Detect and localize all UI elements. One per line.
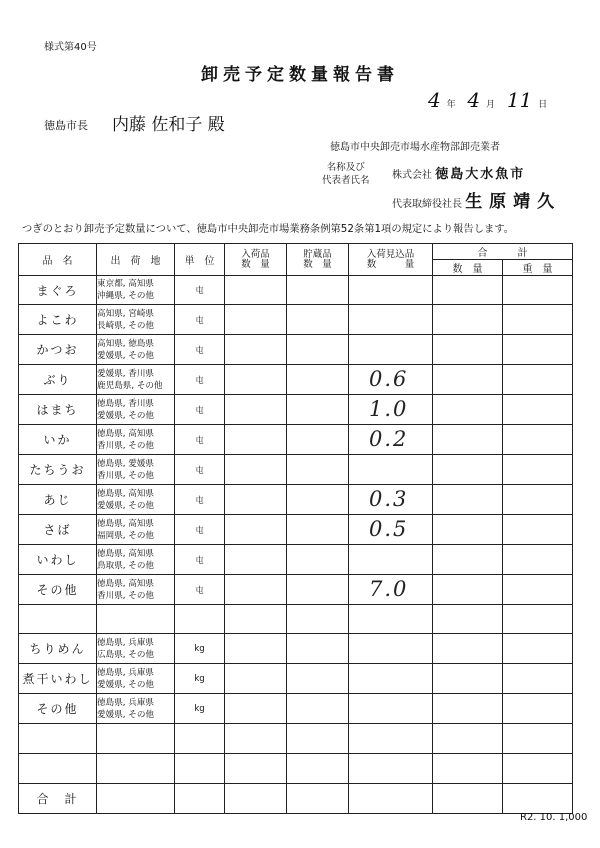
stored-qty-cell[interactable] xyxy=(287,515,349,545)
unit-cell: kg xyxy=(175,634,225,664)
arrival-qty-cell[interactable] xyxy=(225,425,287,455)
total-weight-cell[interactable] xyxy=(503,335,573,365)
sender-label xyxy=(322,161,370,187)
table-row xyxy=(19,335,573,365)
unit-cell: 屯 xyxy=(175,455,225,485)
total-weight-cell[interactable] xyxy=(503,305,573,335)
header-total-weight: 重 量 xyxy=(503,260,573,276)
stored-qty-cell[interactable] xyxy=(287,694,349,724)
origin-cell xyxy=(97,605,175,634)
item-name: いか xyxy=(19,425,97,455)
expected-qty-cell[interactable] xyxy=(349,754,433,784)
origin-cell xyxy=(97,425,175,455)
total-qty-cell[interactable] xyxy=(433,664,503,694)
item-name: ちりめん xyxy=(19,634,97,664)
table-row xyxy=(19,545,573,575)
table-row xyxy=(19,365,573,395)
total-weight-cell[interactable] xyxy=(503,276,573,305)
total-weight-cell[interactable] xyxy=(503,545,573,575)
total-weight-cell[interactable] xyxy=(503,515,573,545)
expected-qty-cell[interactable] xyxy=(349,575,433,605)
date-day: 11 xyxy=(506,88,533,112)
total-weight-cell[interactable] xyxy=(503,754,573,784)
total-weight-cell[interactable] xyxy=(503,365,573,395)
header-origin: 出 荷 地 xyxy=(97,244,175,276)
origin-line: 香川県, その他 xyxy=(97,590,155,601)
expected-qty-value: 7.0 xyxy=(369,577,409,601)
origin-line: 高知県, 徳島県 xyxy=(97,338,155,349)
origin-cell xyxy=(97,365,175,395)
origin-line: 愛媛県, その他 xyxy=(97,350,155,361)
sender-label-line2: 代表者氏名 xyxy=(322,175,370,186)
table-row xyxy=(19,395,573,425)
origin-line: 徳島県, 高知県 xyxy=(97,548,155,559)
header-unit: 単 位 xyxy=(175,244,225,276)
header-total: 合 計 xyxy=(433,244,573,260)
expected-qty-cell[interactable] xyxy=(349,545,433,575)
stored-qty-cell[interactable] xyxy=(287,724,349,754)
arrival-qty-cell[interactable] xyxy=(225,724,287,754)
total-weight-cell[interactable] xyxy=(503,485,573,515)
total-weight-cell[interactable] xyxy=(503,425,573,455)
origin-cell xyxy=(97,784,175,814)
table-row xyxy=(19,694,573,724)
unit-cell xyxy=(175,784,225,814)
item-name: その他 xyxy=(19,575,97,605)
origin-line: 徳島県, 高知県 xyxy=(97,518,155,529)
total-qty-cell[interactable] xyxy=(433,784,503,814)
expected-qty-cell[interactable] xyxy=(349,395,433,425)
item-name: まぐろ xyxy=(19,276,97,305)
origin-cell xyxy=(97,276,175,305)
expected-qty-cell[interactable] xyxy=(349,276,433,305)
table-row xyxy=(19,784,573,814)
origin-line: 長崎県, その他 xyxy=(97,320,155,331)
document-title: 卸売予定数量報告書 xyxy=(201,65,399,85)
arrival-qty-cell[interactable] xyxy=(225,754,287,784)
expected-qty-cell[interactable] xyxy=(349,485,433,515)
arrival-qty-cell[interactable] xyxy=(225,545,287,575)
origin-line: 徳島県, 香川県 xyxy=(97,398,155,409)
expected-qty-cell[interactable] xyxy=(349,634,433,664)
total-weight-cell[interactable] xyxy=(503,664,573,694)
stored-qty-cell[interactable] xyxy=(287,575,349,605)
table-row xyxy=(19,305,573,335)
expected-qty-cell[interactable] xyxy=(349,365,433,395)
header-item: 品 名 xyxy=(19,244,97,276)
origin-line: 愛媛県, その他 xyxy=(97,410,155,421)
sender-company xyxy=(392,163,525,182)
total-qty-cell[interactable] xyxy=(433,305,503,335)
total-qty-cell[interactable] xyxy=(433,455,503,485)
arrival-qty-cell[interactable] xyxy=(225,276,287,305)
unit-cell: 屯 xyxy=(175,515,225,545)
table-row xyxy=(19,485,573,515)
item-name: よこわ xyxy=(19,305,97,335)
item-name: 合 計 xyxy=(19,784,97,814)
intro-text: つぎのとおり卸売予定数量について、徳島市中央卸売市場業務条例第52条第1項の規定により報告します。 xyxy=(22,223,515,235)
header-expected xyxy=(349,244,433,276)
origin-cell xyxy=(97,754,175,784)
rep-name: 生原靖久 xyxy=(465,192,562,212)
expected-qty-value: 1.0 xyxy=(369,397,409,421)
origin-line: 愛媛県, その他 xyxy=(97,500,155,511)
sender-representative xyxy=(392,187,561,212)
header-arrival-line2: 数 量 xyxy=(241,258,270,270)
addressee-name: 内藤 佐和子 殿 xyxy=(112,115,225,135)
origin-line: 香川県, その他 xyxy=(97,470,155,481)
expected-qty-cell[interactable] xyxy=(349,724,433,754)
expected-qty-value: 0.6 xyxy=(369,367,409,391)
sender-address: 徳島市中央卸売市場水産物部卸売業者 xyxy=(330,142,500,153)
stored-qty-cell[interactable] xyxy=(287,395,349,425)
item-name xyxy=(19,605,97,634)
origin-line: 香川県, その他 xyxy=(97,440,155,451)
total-qty-cell[interactable] xyxy=(433,575,503,605)
stored-qty-cell[interactable] xyxy=(287,545,349,575)
origin-line: 福岡県, その他 xyxy=(97,530,155,541)
arrival-qty-cell[interactable] xyxy=(225,365,287,395)
origin-line: 徳島県, 愛媛県 xyxy=(97,458,155,469)
date-year-unit: 年 xyxy=(446,100,456,110)
company-type: 株式会社 xyxy=(392,170,432,181)
total-weight-cell[interactable] xyxy=(503,575,573,605)
table-row xyxy=(19,754,573,784)
unit-cell: 屯 xyxy=(175,545,225,575)
unit-cell: 屯 xyxy=(175,365,225,395)
report-date xyxy=(428,88,555,112)
arrival-qty-cell[interactable] xyxy=(225,515,287,545)
origin-cell xyxy=(97,575,175,605)
arrival-qty-cell[interactable] xyxy=(225,605,287,634)
origin-cell xyxy=(97,515,175,545)
header-stored xyxy=(287,244,349,276)
item-name: さば xyxy=(19,515,97,545)
origin-line: 徳島県, 高知県 xyxy=(97,578,155,589)
stored-qty-cell[interactable] xyxy=(287,485,349,515)
total-qty-cell[interactable] xyxy=(433,634,503,664)
origin-line: 徳島県, 兵庫県 xyxy=(97,667,155,678)
unit-cell: 屯 xyxy=(175,575,225,605)
expected-qty-cell[interactable] xyxy=(349,455,433,485)
origin-cell xyxy=(97,485,175,515)
stored-qty-cell[interactable] xyxy=(287,605,349,634)
origin-cell xyxy=(97,305,175,335)
total-qty-cell[interactable] xyxy=(433,485,503,515)
stored-qty-cell[interactable] xyxy=(287,365,349,395)
expected-qty-cell[interactable] xyxy=(349,605,433,634)
item-name: 煮干いわし xyxy=(19,664,97,694)
arrival-qty-cell[interactable] xyxy=(225,784,287,814)
total-weight-cell[interactable] xyxy=(503,455,573,485)
item-name: その他 xyxy=(19,694,97,724)
total-qty-cell[interactable] xyxy=(433,515,503,545)
arrival-qty-cell[interactable] xyxy=(225,694,287,724)
item-name: いわし xyxy=(19,545,97,575)
origin-line: 徳島県, 兵庫県 xyxy=(97,697,155,708)
table-row xyxy=(19,605,573,634)
table-row xyxy=(19,276,573,305)
origin-line: 高知県, 宮崎県 xyxy=(97,308,155,319)
header-expected-line2: 数 量 xyxy=(366,258,415,270)
header-arrival xyxy=(225,244,287,276)
total-weight-cell[interactable] xyxy=(503,395,573,425)
origin-line: 徳島県, 高知県 xyxy=(97,428,155,439)
unit-cell: 屯 xyxy=(175,305,225,335)
stored-qty-cell[interactable] xyxy=(287,455,349,485)
origin-cell xyxy=(97,724,175,754)
item-name: はまち xyxy=(19,395,97,425)
expected-qty-cell[interactable] xyxy=(349,664,433,694)
footer-print-code: R2. 10. 1,000 xyxy=(520,812,588,823)
origin-cell xyxy=(97,335,175,365)
total-qty-cell[interactable] xyxy=(433,724,503,754)
total-weight-cell[interactable] xyxy=(503,724,573,754)
origin-line: 愛媛県, その他 xyxy=(97,709,155,720)
table-row xyxy=(19,575,573,605)
origin-cell xyxy=(97,545,175,575)
table-row xyxy=(19,634,573,664)
expected-qty-cell[interactable] xyxy=(349,515,433,545)
total-weight-cell[interactable] xyxy=(503,634,573,664)
unit-cell xyxy=(175,754,225,784)
date-month: 4 xyxy=(467,88,481,112)
unit-cell: kg xyxy=(175,664,225,694)
arrival-qty-cell[interactable] xyxy=(225,395,287,425)
report-table xyxy=(18,243,573,814)
unit-cell: 屯 xyxy=(175,425,225,455)
total-qty-cell[interactable] xyxy=(433,694,503,724)
unit-cell xyxy=(175,605,225,634)
arrival-qty-cell[interactable] xyxy=(225,634,287,664)
unit-cell: kg xyxy=(175,694,225,724)
origin-line: 愛媛県, その他 xyxy=(97,679,155,690)
expected-qty-value: 0.5 xyxy=(369,517,409,541)
table-row xyxy=(19,455,573,485)
total-weight-cell[interactable] xyxy=(503,784,573,814)
table-row xyxy=(19,664,573,694)
stored-qty-cell[interactable] xyxy=(287,784,349,814)
origin-cell xyxy=(97,664,175,694)
date-year: 4 xyxy=(428,88,441,112)
header-arrival-line1: 入荷品 xyxy=(241,248,270,260)
arrival-qty-cell[interactable] xyxy=(225,305,287,335)
origin-line: 徳島県, 兵庫県 xyxy=(97,637,155,648)
total-qty-cell[interactable] xyxy=(433,365,503,395)
item-name: かつお xyxy=(19,335,97,365)
origin-line: 愛媛県, 香川県 xyxy=(97,368,155,379)
expected-qty-cell[interactable] xyxy=(349,694,433,724)
item-name: たちうお xyxy=(19,455,97,485)
item-name xyxy=(19,754,97,784)
total-qty-cell[interactable] xyxy=(433,395,503,425)
item-name: ぶり xyxy=(19,365,97,395)
header-total-qty: 数 量 xyxy=(433,260,503,276)
sender-label-line1: 名称及び xyxy=(326,162,365,173)
origin-line: 沖縄県, その他 xyxy=(97,291,155,301)
arrival-qty-cell[interactable] xyxy=(225,485,287,515)
item-name xyxy=(19,724,97,754)
table-row xyxy=(19,425,573,455)
expected-qty-cell[interactable] xyxy=(349,425,433,455)
rep-title: 代表取締役社長 xyxy=(392,199,462,210)
total-qty-cell[interactable] xyxy=(433,276,503,305)
expected-qty-cell[interactable] xyxy=(349,784,433,814)
date-month-unit: 月 xyxy=(485,100,495,110)
header-expected-line1: 入荷見込品 xyxy=(366,248,415,260)
unit-cell: 屯 xyxy=(175,335,225,365)
unit-cell: 屯 xyxy=(175,485,225,515)
company-name: 徳島大水魚市 xyxy=(435,167,526,182)
table-row xyxy=(19,724,573,754)
origin-line: 広島県, その他 xyxy=(97,649,155,660)
addressee-title: 徳島市長 xyxy=(44,119,88,132)
origin-cell xyxy=(97,455,175,485)
stored-qty-cell[interactable] xyxy=(287,634,349,664)
total-qty-cell[interactable] xyxy=(433,605,503,634)
total-qty-cell[interactable] xyxy=(433,335,503,365)
origin-cell xyxy=(97,694,175,724)
stored-qty-cell[interactable] xyxy=(287,425,349,455)
total-qty-cell[interactable] xyxy=(433,754,503,784)
total-weight-cell[interactable] xyxy=(503,605,573,634)
stored-qty-cell[interactable] xyxy=(287,276,349,305)
expected-qty-cell[interactable] xyxy=(349,335,433,365)
origin-line: 鹿児島県, その他 xyxy=(97,380,163,391)
stored-qty-cell[interactable] xyxy=(287,305,349,335)
unit-cell: 屯 xyxy=(175,276,225,305)
arrival-qty-cell[interactable] xyxy=(225,455,287,485)
arrival-qty-cell[interactable] xyxy=(225,335,287,365)
origin-cell xyxy=(97,634,175,664)
total-qty-cell[interactable] xyxy=(433,545,503,575)
header-stored-line1: 貯蔵品 xyxy=(303,248,332,260)
unit-cell xyxy=(175,724,225,754)
stored-qty-cell[interactable] xyxy=(287,335,349,365)
table-row xyxy=(19,515,573,545)
form-number: 様式第40号 xyxy=(44,42,97,53)
total-qty-cell[interactable] xyxy=(433,425,503,455)
origin-line: 鳥取県, その他 xyxy=(97,560,155,571)
unit-cell: 屯 xyxy=(175,395,225,425)
stored-qty-cell[interactable] xyxy=(287,754,349,784)
origin-line: 徳島県, 高知県 xyxy=(97,488,155,499)
date-day-unit: 日 xyxy=(538,100,548,110)
item-name: あじ xyxy=(19,485,97,515)
header-stored-line2: 数 量 xyxy=(303,258,332,270)
expected-qty-cell[interactable] xyxy=(349,305,433,335)
origin-cell xyxy=(97,395,175,425)
arrival-qty-cell[interactable] xyxy=(225,575,287,605)
expected-qty-value: 0.3 xyxy=(369,487,409,511)
origin-line: 東京都, 高知県 xyxy=(97,279,155,289)
total-weight-cell[interactable] xyxy=(503,694,573,724)
arrival-qty-cell[interactable] xyxy=(225,664,287,694)
stored-qty-cell[interactable] xyxy=(287,664,349,694)
expected-qty-value: 0.2 xyxy=(369,427,409,451)
